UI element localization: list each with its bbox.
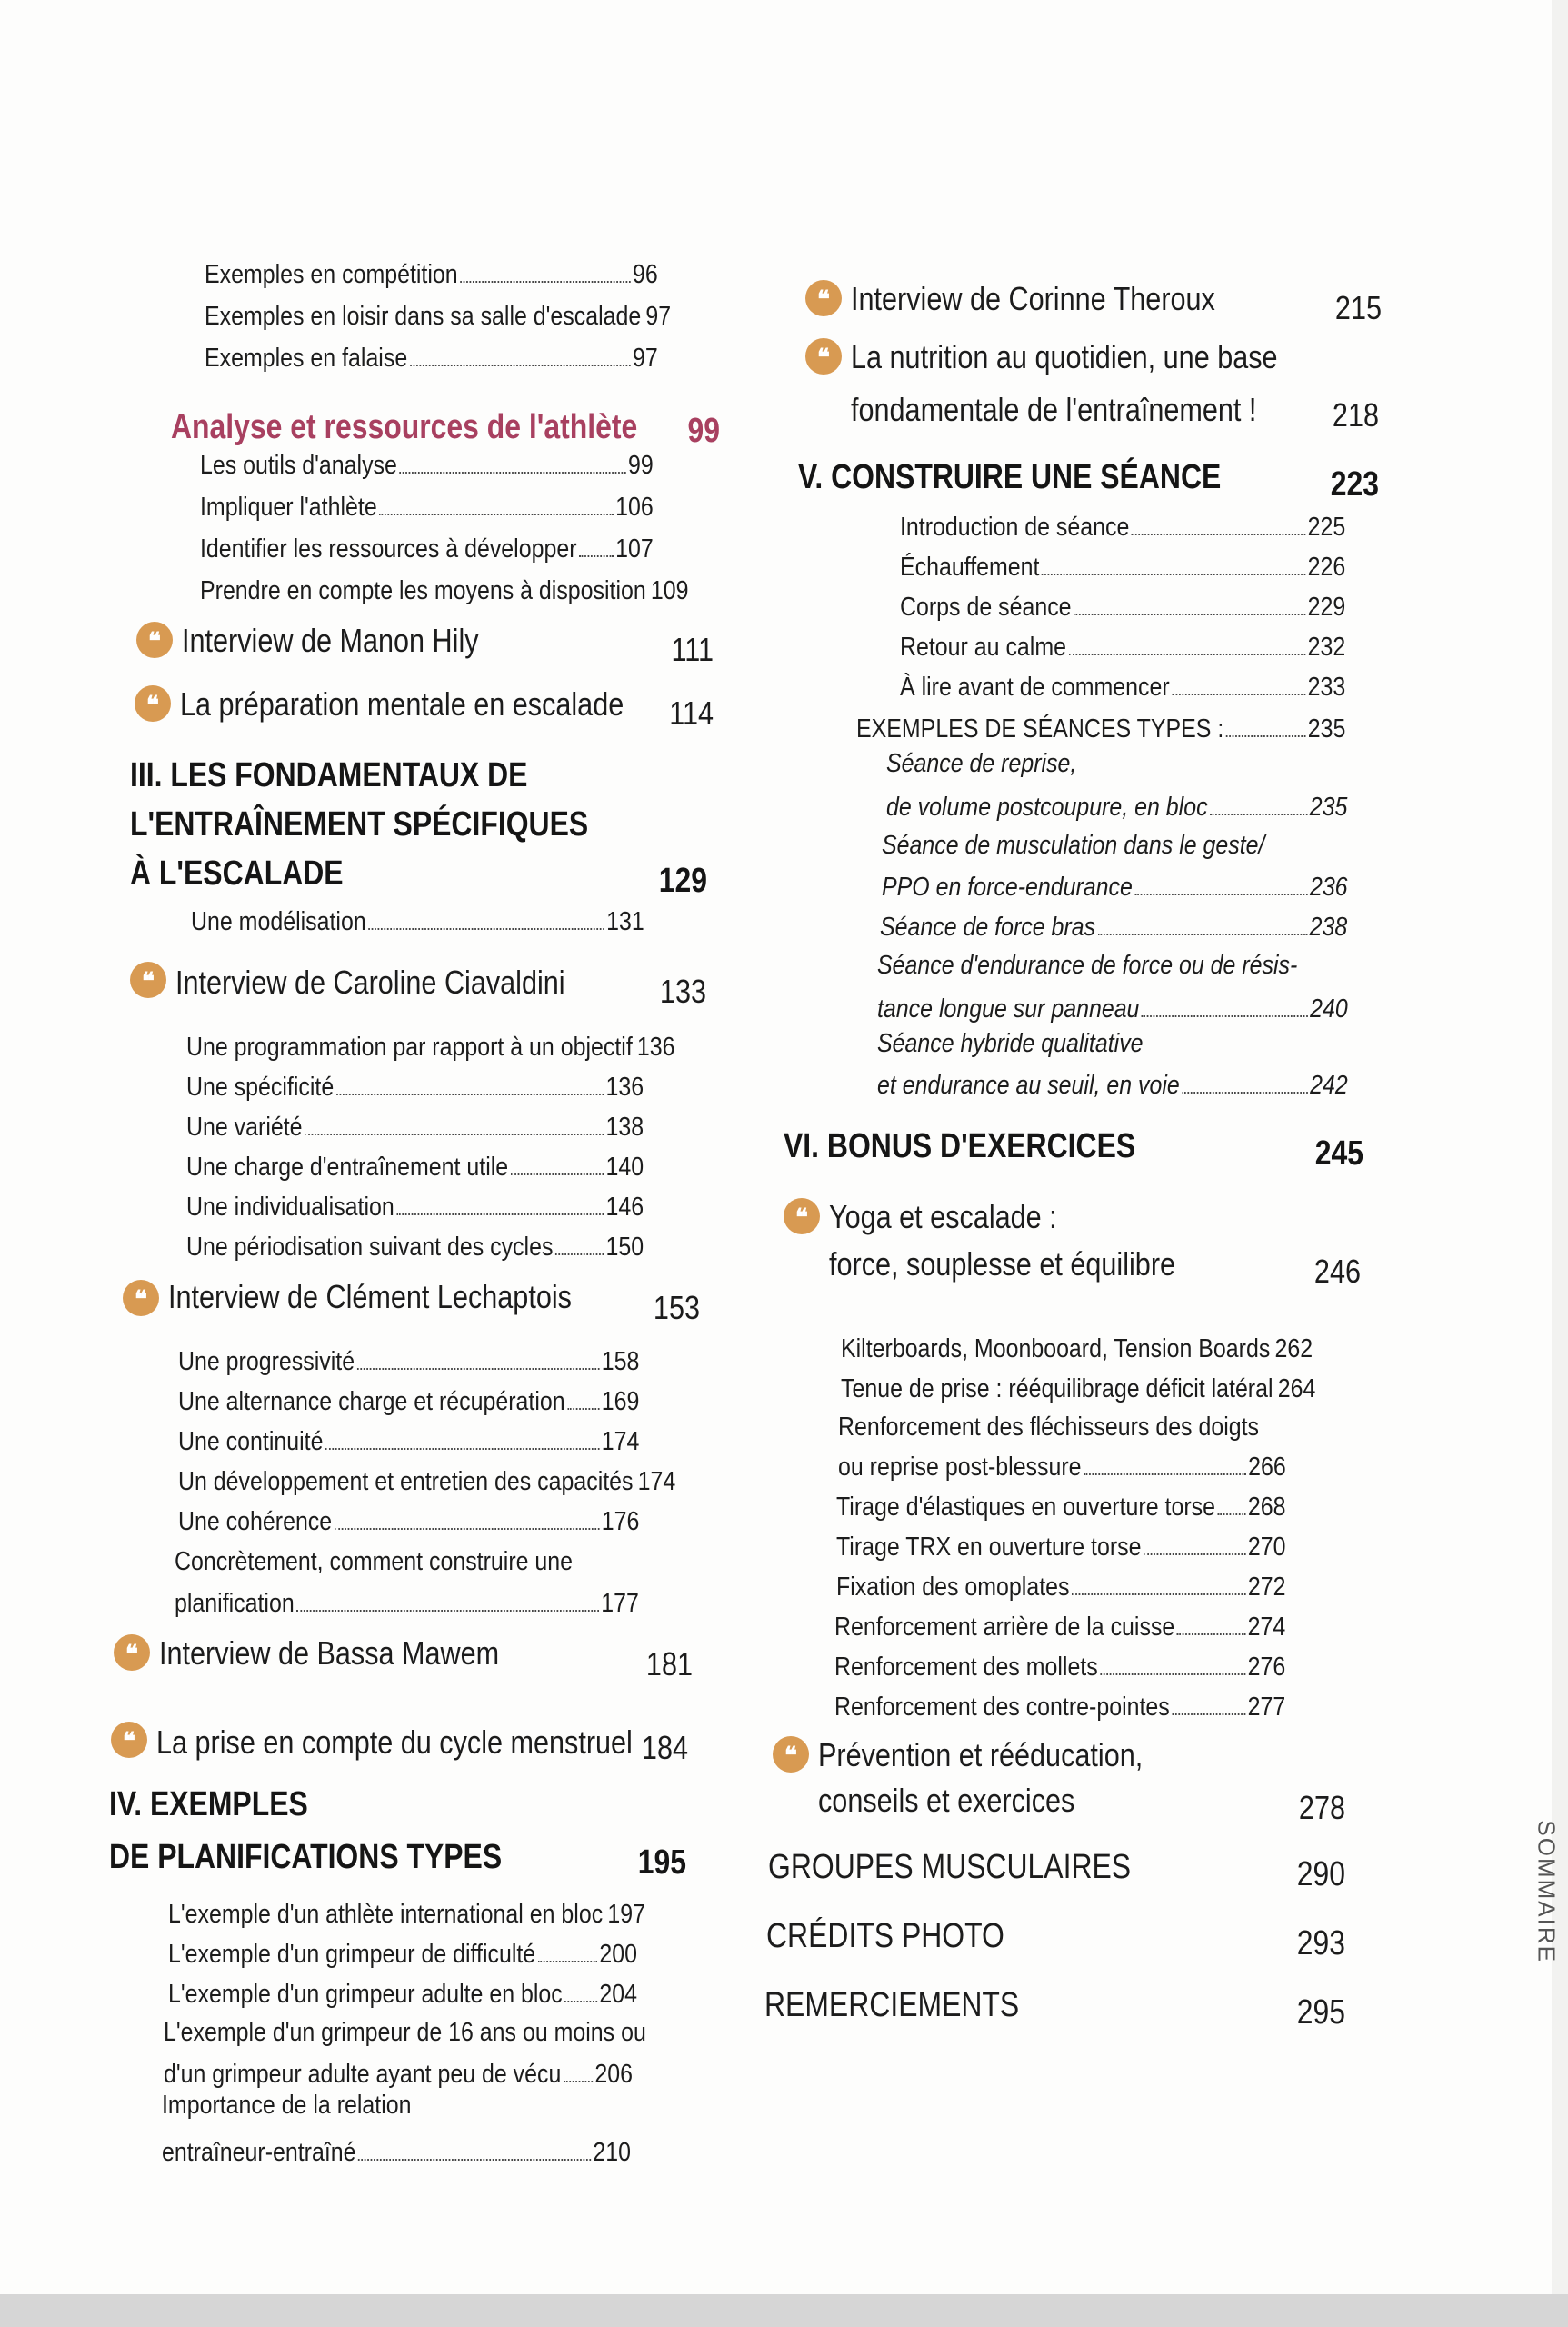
toc-entry[interactable] [178, 1465, 676, 1498]
entry-page: 97 [633, 344, 658, 373]
quote-icon: ❝ [773, 1736, 809, 1773]
section-title[interactable]: V. CONSTRUIRE UNE SÉANCE [798, 458, 1222, 496]
toc-entry-line1[interactable]: Séance de reprise, [886, 749, 1077, 778]
entry-title: de volume postcoupure, en bloc [886, 793, 1208, 822]
section-title[interactable]: VI. BONUS D'EXERCICES [784, 1127, 1136, 1165]
entry-page: 176 [601, 1507, 640, 1536]
toc-entry[interactable] [886, 791, 1347, 824]
toc-entry-line1[interactable]: Concrètement, comment construire une [175, 1547, 574, 1576]
entry-page: 131 [606, 907, 644, 936]
entry-page: 109 [650, 576, 689, 605]
entry-page: 232 [1307, 633, 1346, 662]
entry-page: 138 [605, 1113, 644, 1142]
toc-entry[interactable] [205, 342, 658, 375]
quote-icon: ❝ [111, 1722, 147, 1758]
entry-title: Fixation des omoplates [836, 1573, 1070, 1602]
entry-title: Renforcement des contre-pointes [834, 1693, 1170, 1722]
toc-entry[interactable] [168, 1898, 645, 1931]
toc-entry[interactable] [186, 1111, 644, 1144]
toc-entry[interactable] [162, 2136, 631, 2169]
toc-entry[interactable] [880, 911, 1347, 944]
toc-entry[interactable] [200, 491, 654, 524]
interview-page: 218 [1332, 396, 1379, 434]
quote-icon: ❝ [123, 1280, 159, 1316]
entry-page: 99 [628, 451, 654, 480]
entry-page: 150 [605, 1233, 644, 1262]
toc-entry[interactable] [900, 591, 1345, 624]
entry-title: entraîneur-entraîné [162, 2138, 356, 2167]
entry-title: Impliquer l'athlète [200, 493, 377, 522]
entry-page: 210 [593, 2138, 631, 2167]
toc-entry[interactable] [841, 1373, 1316, 1405]
interview-page: 181 [645, 1645, 693, 1683]
entry-page: 276 [1247, 1653, 1286, 1682]
interview-page: 111 [671, 631, 714, 668]
entry-title: EXEMPLES DE SÉANCES TYPES : [856, 714, 1224, 744]
toc-entry[interactable] [205, 258, 658, 291]
back-matter-page: 295 [1296, 1993, 1345, 2032]
entry-title: Corps de séance [900, 593, 1072, 622]
entry-title: Exemples en compétition [205, 260, 458, 289]
entry-title: ou reprise post-blessure [838, 1453, 1082, 1482]
back-matter-page: 290 [1296, 1855, 1345, 1893]
spine-label: SOMMAIRE [1533, 1820, 1561, 1963]
entry-title: Tirage TRX en ouverture torse [836, 1533, 1142, 1562]
entry-page: 236 [1309, 873, 1348, 902]
entry-title: Une modélisation [191, 907, 366, 936]
toc-entry[interactable] [178, 1425, 639, 1458]
entry-page: 238 [1309, 913, 1348, 942]
toc-entry[interactable] [877, 1069, 1348, 1102]
toc-entry[interactable] [178, 1385, 639, 1418]
toc-entry[interactable] [205, 300, 672, 333]
entry-page: 268 [1247, 1493, 1286, 1522]
interview-title[interactable]: La préparation mentale en escalade [180, 685, 624, 723]
toc-entry-line1[interactable]: Importance de la relation [162, 2091, 412, 2120]
entry-title: Exemples en loisir dans sa salle d'escalade [205, 302, 642, 331]
entry-title: Une charge d'entraînement utile [186, 1153, 509, 1182]
entry-title: Kilterboards, Moonbooard, Tension Boards [841, 1334, 1271, 1363]
interview-page: 114 [669, 694, 714, 732]
entry-page: 107 [615, 534, 654, 564]
entry-page: 242 [1310, 1071, 1348, 1100]
toc-entry[interactable] [164, 2058, 633, 2091]
quote-icon: ❝ [135, 685, 171, 722]
interview-title[interactable]: La nutrition au quotidien, une base [851, 338, 1278, 375]
entry-page: 277 [1247, 1693, 1286, 1722]
entry-page: 140 [605, 1153, 644, 1182]
entry-title: Les outils d'analyse [200, 451, 397, 480]
interview-title[interactable]: Yoga et escalade : [829, 1198, 1057, 1235]
interview-page: 278 [1298, 1789, 1345, 1826]
entry-page: 106 [615, 493, 654, 522]
entry-title: Tenue de prise : rééquilibrage déficit latéral [841, 1374, 1273, 1403]
entry-page: 264 [1277, 1374, 1316, 1403]
toc-entry-line1[interactable]: Séance d'endurance de force ou de résis- [877, 951, 1298, 980]
entry-title: Retour au calme [900, 633, 1066, 662]
toc-entry[interactable] [168, 1978, 637, 2011]
entry-title: Un développement et entretien des capacités [178, 1467, 634, 1496]
entry-page: 229 [1307, 593, 1346, 622]
entry-title: Exemples en falaise [205, 344, 408, 373]
toc-entry[interactable] [186, 1151, 644, 1183]
toc-entry-line1[interactable]: Renforcement des fléchisseurs des doigts [838, 1413, 1260, 1442]
entry-title: Introduction de séance [900, 513, 1130, 542]
entry-title: Une spécificité [186, 1073, 335, 1102]
entry-title: Renforcement des mollets [834, 1653, 1098, 1682]
toc-entry[interactable] [178, 1505, 639, 1538]
back-matter-title[interactable]: CRÉDITS PHOTO [766, 1917, 1004, 1955]
interview-page: 215 [1334, 289, 1382, 326]
entry-title: planification [175, 1589, 295, 1618]
entry-page: 136 [605, 1073, 644, 1102]
scan-edge [0, 2294, 1568, 2327]
entry-title: Tirage d'élastiques en ouverture torse [836, 1493, 1215, 1522]
toc-entry[interactable] [168, 1938, 637, 1971]
subsection-page: 99 [687, 412, 720, 450]
toc-entry-line1[interactable]: Séance de musculation dans le geste/ [882, 831, 1265, 860]
toc-entry[interactable] [900, 511, 1345, 544]
entry-page: 169 [601, 1387, 640, 1416]
toc-entry[interactable] [186, 1231, 644, 1263]
entry-title: Une variété [186, 1113, 303, 1142]
toc-entry[interactable] [200, 533, 654, 565]
quote-icon: ❝ [114, 1634, 150, 1671]
section-page: 129 [658, 862, 707, 900]
entry-page: 270 [1247, 1533, 1286, 1562]
toc-entry[interactable] [175, 1587, 639, 1620]
entry-page: 174 [601, 1427, 640, 1456]
entry-title: L'exemple d'un grimpeur adulte en bloc [168, 1980, 563, 2009]
entry-page: 240 [1310, 994, 1348, 1024]
quote-icon: ❝ [130, 962, 166, 998]
quote-icon: ❝ [805, 280, 842, 316]
entry-page: 136 [636, 1033, 675, 1062]
section-page: 245 [1314, 1134, 1363, 1173]
quote-icon: ❝ [136, 622, 173, 658]
entry-page: 200 [599, 1940, 637, 1969]
toc-entry[interactable] [877, 993, 1348, 1025]
section-title: L'ENTRAÎNEMENT SPÉCIFIQUES [130, 805, 589, 844]
entry-page: 204 [599, 1980, 637, 2009]
interview-title[interactable]: Interview de Corinne Theroux [851, 280, 1215, 317]
toc-entry[interactable] [900, 551, 1345, 584]
interview-title[interactable]: Interview de Manon Hily [182, 622, 479, 659]
interview-title[interactable]: Interview de Caroline Ciavaldini [175, 964, 565, 1001]
interview-title[interactable]: La prise en compte du cycle menstruel [156, 1723, 633, 1761]
toc-entry-line1[interactable]: L'exemple d'un grimpeur de 16 ans ou moins ou [164, 2018, 646, 2047]
toc-entry[interactable] [856, 713, 1345, 745]
entry-page: 96 [633, 260, 658, 289]
toc-entry[interactable] [836, 1571, 1286, 1603]
toc-entry[interactable] [834, 1651, 1285, 1683]
entry-page: 174 [637, 1467, 676, 1496]
toc-entry[interactable] [900, 671, 1345, 704]
entry-title: Échauffement [900, 553, 1040, 582]
interview-title[interactable]: Interview de Bassa Mawem [159, 1634, 500, 1672]
entry-page: 272 [1247, 1573, 1286, 1602]
quote-icon: ❝ [805, 338, 842, 375]
entry-page: 274 [1247, 1613, 1286, 1642]
entry-page: 146 [605, 1193, 644, 1222]
entry-title: Une progressivité [178, 1347, 355, 1376]
toc-entry[interactable] [838, 1451, 1286, 1483]
toc-entry[interactable] [200, 449, 654, 482]
entry-title: et endurance au seuil, en voie [877, 1071, 1180, 1100]
toc-entry[interactable] [834, 1611, 1285, 1643]
interview-title-line2: fondamentale de l'entraînement ! [851, 391, 1257, 428]
toc-entry[interactable] [882, 871, 1348, 904]
entry-page: 235 [1307, 714, 1346, 744]
entry-title: Une cohérence [178, 1507, 333, 1536]
back-matter-title[interactable]: REMERCIEMENTS [764, 1986, 1020, 2024]
quote-icon: ❝ [784, 1198, 820, 1234]
entry-title: d'un grimpeur adulte ayant peu de vécu [164, 2060, 562, 2089]
entry-title: L'exemple d'un athlète international en bloc [168, 1900, 604, 1929]
interview-page: 133 [659, 973, 706, 1010]
entry-page: 226 [1307, 553, 1346, 582]
entry-page: 233 [1307, 673, 1346, 702]
entry-title: Identifier les ressources à développer [200, 534, 577, 564]
entry-title: tance longue sur panneau [877, 994, 1140, 1024]
entry-title: Séance de force bras [880, 913, 1096, 942]
back-matter-page: 293 [1296, 1924, 1345, 1962]
entry-title: Une continuité [178, 1427, 324, 1456]
subsection-title[interactable]: Analyse et ressources de l'athlète [171, 408, 638, 446]
entry-page: 225 [1307, 513, 1346, 542]
entry-title: PPO en force-endurance [882, 873, 1133, 902]
entry-title: À lire avant de commencer [900, 673, 1170, 702]
entry-title: Une individualisation [186, 1193, 394, 1222]
toc-entry[interactable] [191, 905, 644, 938]
toc-entry-line1[interactable]: Séance hybride qualitative [877, 1029, 1144, 1058]
entry-title: Une alternance charge et récupération [178, 1387, 565, 1416]
interview-title[interactable]: Interview de Clément Lechaptois [168, 1278, 572, 1315]
toc-entry[interactable] [186, 1031, 675, 1064]
entry-page: 235 [1309, 793, 1348, 822]
toc-entry[interactable] [836, 1491, 1286, 1523]
entry-page: 266 [1248, 1453, 1286, 1482]
toc-entry[interactable] [841, 1333, 1313, 1365]
section-title[interactable]: III. LES FONDAMENTAUX DE [130, 756, 528, 794]
entry-title: Renforcement arrière de la cuisse [834, 1613, 1175, 1642]
interview-title-line2: conseils et exercices [818, 1782, 1075, 1819]
toc-entry[interactable] [178, 1345, 639, 1378]
entry-title: Une programmation par rapport à un objectif [186, 1033, 633, 1062]
toc-entry[interactable] [834, 1691, 1285, 1723]
toc-entry[interactable] [900, 631, 1345, 664]
interview-page: 153 [653, 1289, 700, 1326]
section-title[interactable]: IV. EXEMPLES [109, 1785, 308, 1823]
entry-title: L'exemple d'un grimpeur de difficulté [168, 1940, 536, 1969]
entry-page: 158 [601, 1347, 640, 1376]
entry-page: 262 [1274, 1334, 1313, 1363]
section-title: DE PLANIFICATIONS TYPES [109, 1838, 503, 1876]
section-page: 195 [637, 1843, 686, 1882]
interview-title-line2: force, souplesse et équilibre [829, 1245, 1176, 1283]
interview-page: 184 [641, 1729, 688, 1766]
entry-page: 197 [607, 1900, 645, 1929]
toc-entry[interactable] [186, 1071, 644, 1104]
toc-entry[interactable] [200, 574, 689, 607]
section-title: À L'ESCALADE [130, 854, 344, 893]
entry-page: 177 [601, 1589, 639, 1618]
toc-entry[interactable] [186, 1191, 644, 1223]
interview-page: 246 [1313, 1253, 1361, 1290]
entry-page: 97 [645, 302, 672, 331]
entry-title: Une périodisation suivant des cycles [186, 1233, 554, 1262]
toc-entry[interactable] [836, 1531, 1286, 1563]
entry-page: 206 [594, 2060, 633, 2089]
back-matter-title[interactable]: GROUPES MUSCULAIRES [768, 1848, 1132, 1886]
entry-title: Prendre en compte les moyens à disposition [200, 576, 646, 605]
section-page: 223 [1330, 465, 1379, 504]
page-spine [1533, 0, 1568, 2327]
interview-title[interactable]: Prévention et rééducation, [818, 1736, 1144, 1773]
